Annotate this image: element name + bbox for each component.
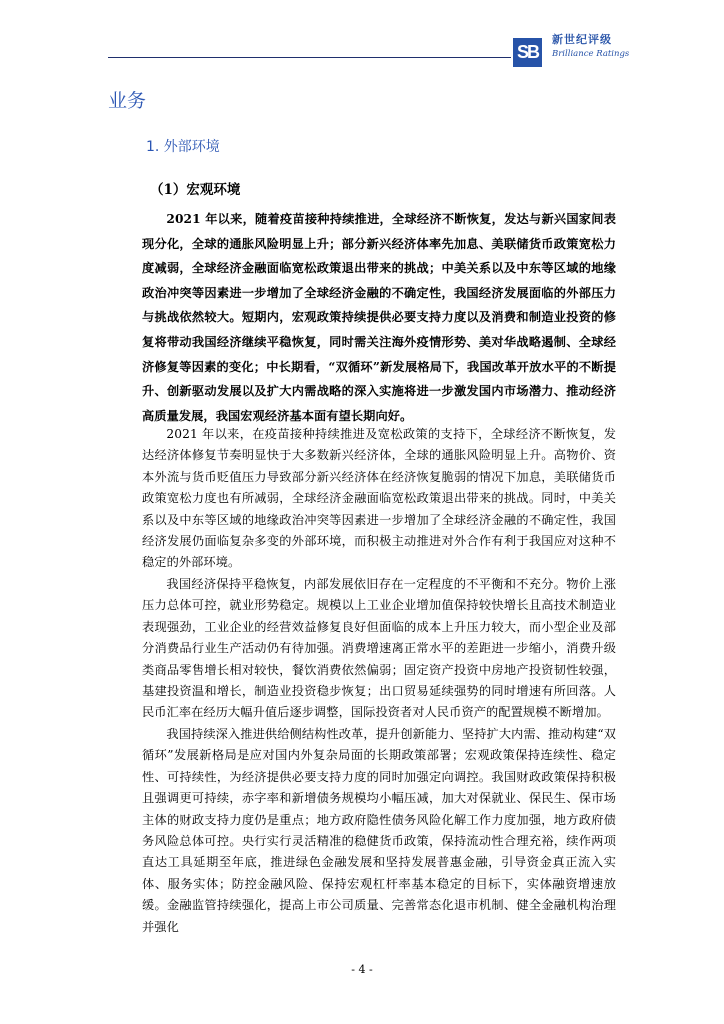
body-paragraph-1: 2021 年以来，在疫苗接种持续推进及宽松政策的支持下，全球经济不断恢复，发达经济体修复节奏明显快于大多数新兴经济体，全球的通胀风险明显上升。高物价、资本外流与货币贬值压力导致部分新兴经济体在经济恢复脆弱的情况下加息，美联储货币政策宽松力度也有所减弱，全球经济金融面临宽松政策退出带来的挑战。同时，中美关系以及中东等区域的地缘政治冲突等因素进一步增加了全球经济金融的不确定性，我国经济发展仍面临复杂多变的外部环境，而积极主动推进对外合作有利于我国应对这种不稳定的外部环境。 xyxy=(142,427,616,570)
section-title: 业务 xyxy=(108,90,147,112)
page-number: - 4 - xyxy=(351,963,373,976)
body-paragraph-3: 我国持续深入推进供给侧结构性改革，提升创新能力、坚持扩大内需、推动构建“双循环”发展新格局是应对国内外复杂局面的长期政策部署；宏观政策保持连续性、稳定性、可持续性，为经济提供必要支持力度的同时加强定向调控。我国财政政策保持积极且强调更可持续，赤字率和新增债务规模均小幅压减，加大对保就业、保民生、保市场主体的财政支持力度仍是重点；地方政府隐性债务风险化解工作力度加强，地方政府债务风险总体可控。央行实行灵活精准的稳健货币政策，保持流动性合理充裕，续作两项直达工具延期至年底，推进绿色金融发展和坚持发展普惠金融，引导资金真正流入实体、服务实体；防控金融风险、保持宏观杠杆率基本稳定的目标下，实体融资增速放缓。金融监管持续强化，提高上市公司质量、完善常态化退市机制、健全金融机构治理并强化 xyxy=(142,727,616,934)
subsection-title: 1. 外部环境 xyxy=(146,139,220,155)
brand-name-en: Brilliance Ratings xyxy=(552,49,630,59)
brand-name-cn: 新世纪评级 xyxy=(552,33,612,46)
subsubsection-title: （1）宏观环境 xyxy=(150,182,241,198)
header-rule xyxy=(108,57,511,58)
summary-paragraph: 2021 年以来，随着疫苗接种持续推进，全球经济不断恢复，发达与新兴国家间表现分化，全球的通胀风险明显上升；部分新兴经济体率先加息、美联储货币政策宽松力度减弱，全球经济金融面临宽松政策退出带来的挑战；中美关系以及中东等区域的地缘政治冲突等因素进一步增加了全球经济金融的不确定性，我国经济发展面临的外部压力与挑战依然较大。短期内，宏观政策持续提供必要支持力度以及消费和制造业投资的修复将带动我国经济继续平稳恢复，同时需关注海外疫情形势、美对华战略遏制、全球经济修复等因素的变化；中长期看，“双循环”新发展格局下，我国改革开放水平的不断提升、创新驱动发展以及扩大内需战略的深入实施将进一步激发国内市场潜力、推动经济高质量发展，我国宏观经济基本面有望长期向好。 xyxy=(142,212,616,423)
body-paragraph-2: 我国经济保持平稳恢复，内部发展依旧存在一定程度的不平衡和不充分。物价上涨压力总体可控，就业形势稳定。规模以上工业企业增加值保持较快增长且高技术制造业表现强劲，工业企业的经营效益修复良好但面临的成本上升压力较大，而小型企业及部分消费品行业生产活动仍有待加强。消费增速离正常水平的差距进一步缩小，消费升级类商品零售增长相对较快，餐饮消费依然偏弱；固定资产投资中房地产投资韧性较强，基建投资温和增长，制造业投资稳步恢复；出口贸易延续强势的同时增速有所回落。人民币汇率在经历大幅升值后逐步调整，国际投资者对人民币资产的配置规模不断增加。 xyxy=(142,577,616,720)
brand-logo-icon: SB xyxy=(513,38,542,67)
